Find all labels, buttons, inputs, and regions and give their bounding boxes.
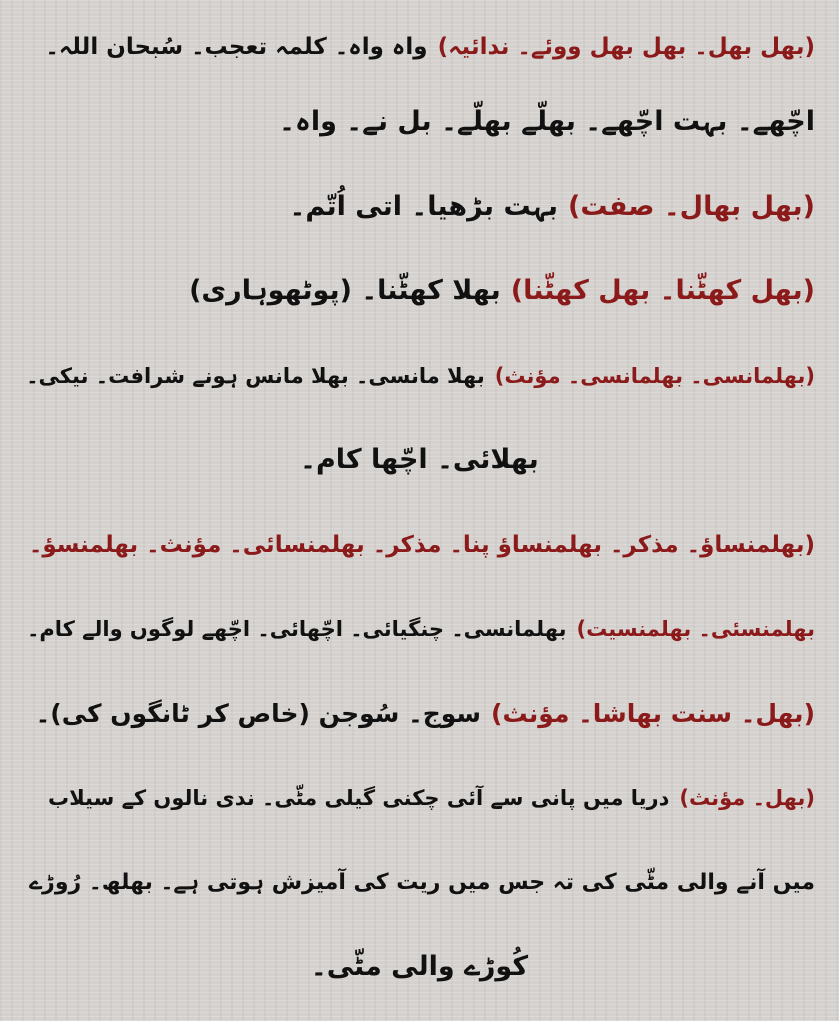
entry-line-7 xyxy=(24,503,815,588)
entry-line-6 xyxy=(24,418,815,503)
headword: (بھل۔ مؤنث) xyxy=(679,786,815,810)
headword: (بھل۔ سنت بھاشا۔ مؤنث) xyxy=(491,698,815,728)
headword: (بھلمنساؤ۔ مذکر۔ بھلمنساؤ پنا۔ مذکر۔ بھلمنسائی۔ مؤنث۔ بھلمنسؤ۔ xyxy=(28,531,815,558)
definition: دریا میں پانی سے آئی چکنی گیلی مٹّی۔ ندی نالوں کے سیلاب xyxy=(47,786,670,810)
entry-line-5 xyxy=(24,334,815,419)
definition: میں آنے والی مٹّی کی تہ جس میں ریت کی آمیزش ہوتی ہے۔ بھلھ۔ رُوڑے xyxy=(29,869,815,895)
definition: واہ واہ۔ کلمہ تعجب۔ سُبحان اللہ۔ xyxy=(45,34,428,60)
headword: (بھلمانسی۔ بھلمانسی۔ مؤنث) xyxy=(494,363,815,388)
entry-line-12 xyxy=(24,925,815,1010)
entry-line-2 xyxy=(24,80,815,165)
headword: بھلمنسئی۔ بھلمنسیت) xyxy=(576,617,815,641)
entry-line-11 xyxy=(24,841,815,926)
entry-line-4 xyxy=(24,249,815,334)
definition: اچّھے۔ بہت اچّھے۔ بھلّے بھلّے۔ بل نے۔ واہ۔ xyxy=(279,106,815,137)
definition: بھلمانسی۔ چنگیائی۔ اچّھائی۔ اچّھے لوگوں والے کام۔ xyxy=(27,617,567,641)
headword: (بھل بھل۔ بھل بھل ووئے۔ ندائیہ) xyxy=(437,34,815,60)
definition: بہت بڑھیا۔ اتی اُتّم۔ xyxy=(289,190,558,222)
entry-line-9 xyxy=(24,672,815,757)
definition: بھلا مانسی۔ بھلا مانس ہونے شرافت۔ نیکی۔ xyxy=(26,363,485,388)
entry-line-1 xyxy=(24,14,815,80)
definition: کُوڑے والی مٹّی۔ xyxy=(310,951,529,982)
definition: سوج۔ سُوجن (خاص کر ٹانگوں کی)۔ xyxy=(35,698,482,728)
definition: بھلائی۔ اچّھا کام۔ xyxy=(300,444,539,475)
entry-line-10 xyxy=(24,756,815,841)
headword: (بھل بھال۔ صفت) xyxy=(568,190,815,222)
entry-line-8 xyxy=(24,587,815,672)
headword: (بھل کھٹّنا۔ بھل کھٹّنا) xyxy=(510,275,815,306)
definition: بھلا کھٹّنا۔ (پوٹھوہاری) xyxy=(189,275,501,306)
entry-line-3 xyxy=(24,165,815,250)
